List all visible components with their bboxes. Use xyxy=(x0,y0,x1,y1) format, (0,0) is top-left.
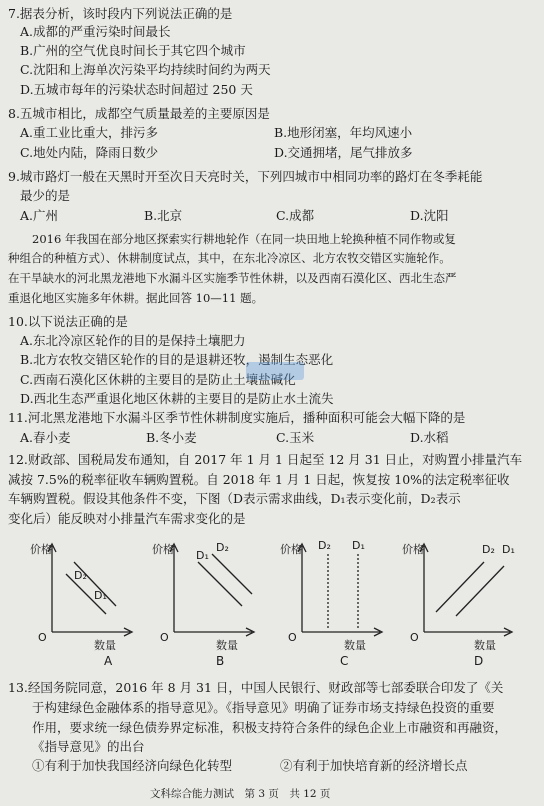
q12-line-3: 车辆购置税。假设其他条件不变，下图（D表示需求曲线，D₁表示变化前，D₂表示 xyxy=(8,491,461,506)
q8-stem: 8.五城市相比，成都空气质量最差的主要原因是 xyxy=(8,106,270,121)
q7-option-b: B.广州的空气优良时间长于其它四个城市 xyxy=(20,43,246,58)
graph-b xyxy=(150,540,260,660)
q8-option-c: C.地处内陆，降雨日数少 xyxy=(20,145,159,160)
graph-d-origin: O xyxy=(410,631,419,644)
q9-option-a: A.广州 xyxy=(20,208,59,223)
q7-option-c: C.沈阳和上海单次污染平均持续时间约为两天 xyxy=(20,62,271,77)
q13-line-4: 《指导意见》的出台 xyxy=(32,739,145,754)
graph-d-ylabel: 价格 xyxy=(402,543,424,556)
q12-line-1: 12.财政部、国税局发布通知，自 2017 年 1 月 1 日起至 12 月 31 日止，对购置小排量汽车 xyxy=(8,452,523,467)
q7-option-d: D.五城市每年的污染状态时间超过 250 天 xyxy=(20,82,253,97)
graph-b-curve-2 xyxy=(212,554,252,594)
q9-stem-line1: 9.城市路灯一般在天黑时开至次日天亮时关，下列四城市中相同功率的路灯在冬季耗能 xyxy=(8,169,483,184)
graph-d-curve-1 xyxy=(436,562,484,612)
q7-stem: 7.据表分析，该时段内下列说法正确的是 xyxy=(8,6,233,21)
q10-option-c: C.西南石漠化区休耕的主要目的是防止土壤盐碱化 xyxy=(20,372,296,387)
q8-option-a: A.重工业比重大，排污多 xyxy=(20,125,159,140)
graph-d-curve-2 xyxy=(456,566,504,616)
graph-c-xlabel: 数量 xyxy=(344,639,366,652)
passage-line-2: 种组合的种植方式）、休耕制度试点，其中，在东北冷凉区、北方农牧交错区实施轮作。 xyxy=(8,251,451,265)
graph-a-label-2: D₁ xyxy=(94,589,107,602)
q7-option-a: A.成都的严重污染时间最长 xyxy=(20,24,171,39)
graph-b-letter: B xyxy=(216,654,225,668)
graph-a-xlabel: 数量 xyxy=(94,639,116,652)
graph-b-label-2: D₂ xyxy=(216,541,229,554)
graph-b-curve-1 xyxy=(198,562,242,606)
graph-b-ylabel: 价格 xyxy=(152,543,174,556)
passage-line-3: 在干旱缺水的河北黑龙港地下水漏斗区实施季节性休耕，以及西南石漠化区、西北生态严 xyxy=(8,271,457,285)
graph-c-ylabel: 价格 xyxy=(280,543,302,556)
q9-stem-line2: 最少的是 xyxy=(20,188,71,203)
q13-option-2: ②有利于加快培育新的经济增长点 xyxy=(280,758,468,773)
graph-d-label-1: D₂ xyxy=(482,543,495,556)
q11-option-a: A.春小麦 xyxy=(20,430,71,445)
graph-c-label-1: D₂ xyxy=(318,539,331,552)
graph-a-letter: A xyxy=(104,654,113,668)
passage-line-4: 重退化地区实施多年休耕。据此回答 10—11 题。 xyxy=(8,291,264,305)
graph-c-label-2: D₁ xyxy=(352,539,365,552)
q8-option-b: B.地形闭塞，年均风速小 xyxy=(274,125,413,140)
graph-c-letter: C xyxy=(340,654,349,668)
graph-a-origin: O xyxy=(38,631,47,644)
q11-stem: 11.河北黑龙港地下水漏斗区季节性休耕制度实施后，播种面积可能会大幅下降的是 xyxy=(8,410,466,425)
q11-option-c: C.玉米 xyxy=(276,430,315,445)
q9-option-b: B.北京 xyxy=(144,208,183,223)
graph-a xyxy=(28,540,138,660)
q9-option-c: C.成都 xyxy=(276,208,315,223)
q8-option-d: D.交通拥堵，尾气排放多 xyxy=(274,145,413,160)
graph-d-label-2: D₁ xyxy=(502,543,515,556)
passage-line-1: 2016 年我国在部分地区探索实行耕地轮作（在同一块田地上轮换种植不同作物或复 xyxy=(32,232,456,246)
q10-option-b: B.北方农牧交错区轮作的目的是退耕还牧，遏制生态恶化 xyxy=(20,352,334,367)
q10-stem: 10.以下说法正确的是 xyxy=(8,314,128,329)
graph-c-origin: O xyxy=(288,631,297,644)
graph-c xyxy=(278,540,388,660)
q10-option-d: D.西北生态严重退化地区休耕的主要目的是防止水土流失 xyxy=(20,391,334,406)
q11-option-d: D.水稻 xyxy=(410,430,449,445)
graph-b-xlabel: 数量 xyxy=(216,639,238,652)
q13-line-3: 作用，要求统一绿色债券界定标准，积极支持符合条件的绿色企业上市融资和再融资， xyxy=(32,720,508,735)
q13-option-1: ①有利于加快我国经济向绿色化转型 xyxy=(32,758,233,773)
q10-option-a: A.东北冷凉区轮作的目的是保持土壤肥力 xyxy=(20,333,246,348)
q9-option-d: D.沈阳 xyxy=(410,208,449,223)
graph-b-origin: O xyxy=(160,631,169,644)
graph-d xyxy=(400,540,515,660)
q13-line-1: 13.经国务院同意，2016 年 8 月 31 日，中国人民银行、财政部等七部委联合印发了《关 xyxy=(8,680,504,695)
graph-a-label-1: D₂ xyxy=(74,569,87,582)
graph-b-label-1: D₁ xyxy=(196,549,209,562)
graph-d-xlabel: 数量 xyxy=(474,639,496,652)
q13-line-2: 于构建绿色金融体系的指导意见》。《指导意见》明确了证券市场支持绿色投资的重要 xyxy=(32,700,495,715)
q12-line-2: 减按 7.5%的税率征收车辆购置税。自 2018 年 1 月 1 日起，恢复按 10%的法定税率征收 xyxy=(8,472,510,487)
q11-option-b: B.冬小麦 xyxy=(146,430,197,445)
graph-a-ylabel: 价格 xyxy=(30,543,52,556)
q12-line-4: 变化后）能反映对小排量汽车需求变化的是 xyxy=(8,511,246,526)
watermark-logo xyxy=(246,362,304,380)
page-footer: 文科综合能力测试 第 3 页 共 12 页 xyxy=(150,788,331,800)
graph-d-letter: D xyxy=(474,654,484,668)
